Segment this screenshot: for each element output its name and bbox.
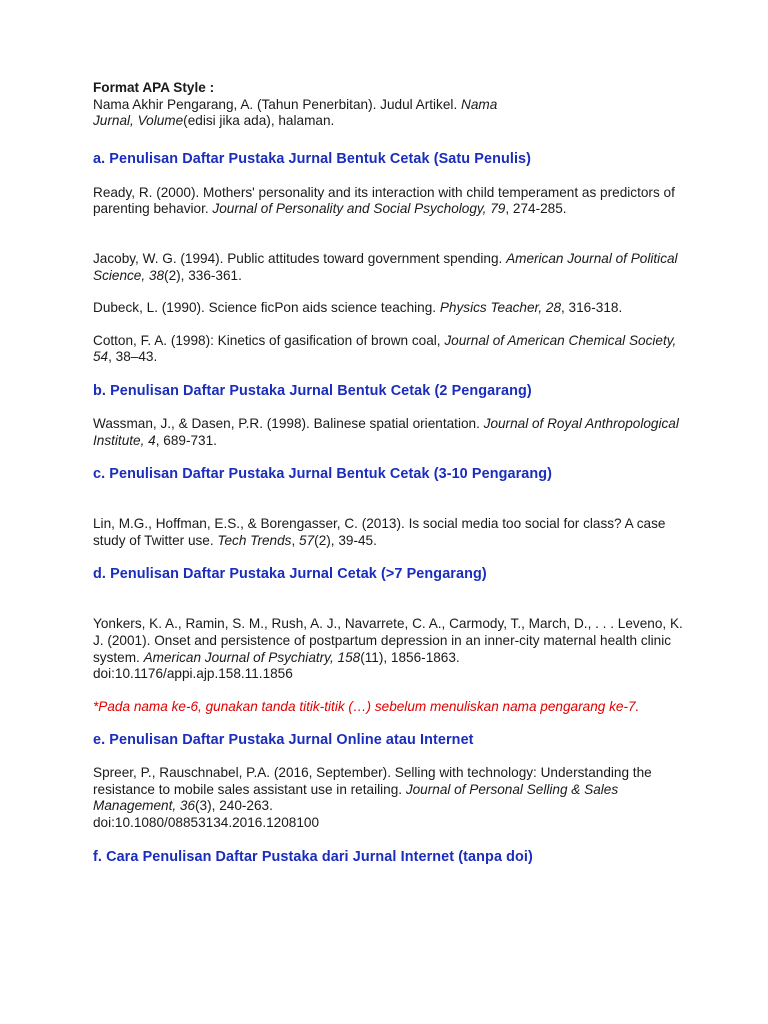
ref-text: Dubeck, L. (1990). Science ficPon aids science teaching. [93,300,440,316]
format-italic-2: Jurnal, Volume [93,113,184,129]
section-e-heading: e. Penulisan Daftar Pustaka Jurnal Online atau Internet [93,732,474,749]
section-f-heading: f. Cara Penulisan Daftar Pustaka dari Jurnal Internet (tanpa doi) [93,848,533,865]
ref-text: Spreer, P., Rauschnabel, P.A. (2016, September). Selling with technology: Understanding the resistance to mobile sales assistant use in retailing. [93,765,652,797]
ref-text: Lin, M.G., Hoffman, E.S., & Borengasser, C. (2013). Is social media too social for class? A case study of Twitter use. [93,516,666,548]
section-b-heading: b. Penulisan Daftar Pustaka Jurnal Bentuk Cetak (2 Pengarang) [93,382,532,399]
ref-journal: Physics Teacher, 28 [439,300,561,316]
reference-e1 [93,765,683,831]
ref-doi: doi:10.1176/appi.ajp.158.11.1856 [93,666,293,682]
note-text: *Pada nama ke-6, gunakan tanda titik-titik (…) sebelum menuliskan nama pengarang ke-7. [93,698,640,714]
section-c-heading: c. Penulisan Daftar Pustaka Jurnal Bentuk Cetak (3-10 Pengarang) [93,466,553,483]
ref-text: (2), 39-45. [314,532,377,548]
ref-text: , 689-731. [155,432,217,448]
format-text-1: Nama Akhir Pengarang, A. (Tahun Penerbitan). Judul Artikel. [93,96,461,112]
ref-journal: Tech Trends [217,532,292,548]
ref-text: , 38–43. [108,349,158,365]
ref-text: Jacoby, W. G. (1994). Public attitudes toward government spending. [93,250,507,266]
reference-d1 [93,616,683,682]
ref-journal: Journal of American Chemical Society, 54 [93,332,677,365]
reference-a2 [93,251,683,284]
reference-a3 [93,300,683,317]
ref-text: , 316-318. [561,300,623,316]
reference-a1 [93,185,683,218]
ref-text: (11), 1856-1863. [360,649,460,665]
format-description [93,97,683,130]
section-a-heading: a. Penulisan Daftar Pustaka Jurnal Bentuk Cetak (Satu Penulis) [93,150,532,167]
ref-journal: Journal of Personal Selling & Sales Management, 36 [93,781,619,814]
reference-c1 [93,516,683,549]
reference-b1 [93,416,683,449]
ref-journal: Journal of Personality and Social Psychology, 79 [212,201,506,217]
ref-journal: American Journal of Political Science, 38 [93,250,678,283]
ref-text: (3), 240-263. [195,798,273,814]
format-text-2: (edisi jika ada), halaman. [183,113,335,129]
ref-text: Ready, R. (2000). Mothers' personality and its interaction with child temperament as predictors of parenting behavior. [93,184,675,217]
ref-text: , 274-285. [505,201,567,217]
ref-journal: Institute, 4 [93,432,156,448]
ref-text: Cotton, F. A. (1998): Kinetics of gasification of brown coal, [93,332,445,348]
ref-journal: Journal of Royal Anthropological [483,415,679,431]
document-page [93,80,683,866]
reference-a4 [93,333,683,366]
format-label: Format APA Style : [93,80,215,95]
ref-text: (2), 336-361. [164,267,242,283]
section-d-heading: d. Penulisan Daftar Pustaka Jurnal Cetak (>7 Pengarang) [93,566,487,583]
ref-text: Yonkers, K. A., Ramin, S. M., Rush, A. J., Navarrete, C. A., Carmody, T., March, D., . . . Leveno, K. J. (2001). Onset and persistence of postpartum depression in an inner-city maternal health clinic system. [93,616,683,665]
ref-text: Wassman, J., & Dasen, P.R. (1998). Balinese spatial orientation. [93,415,484,431]
ref-journal: American Journal of Psychiatry, 158 [143,649,361,665]
ref-text: , [291,532,300,548]
ref-volume: 57 [299,532,315,548]
format-italic-1: Nama [461,96,498,112]
ref-doi: doi:10.1080/08853134.2016.1208100 [93,815,320,831]
